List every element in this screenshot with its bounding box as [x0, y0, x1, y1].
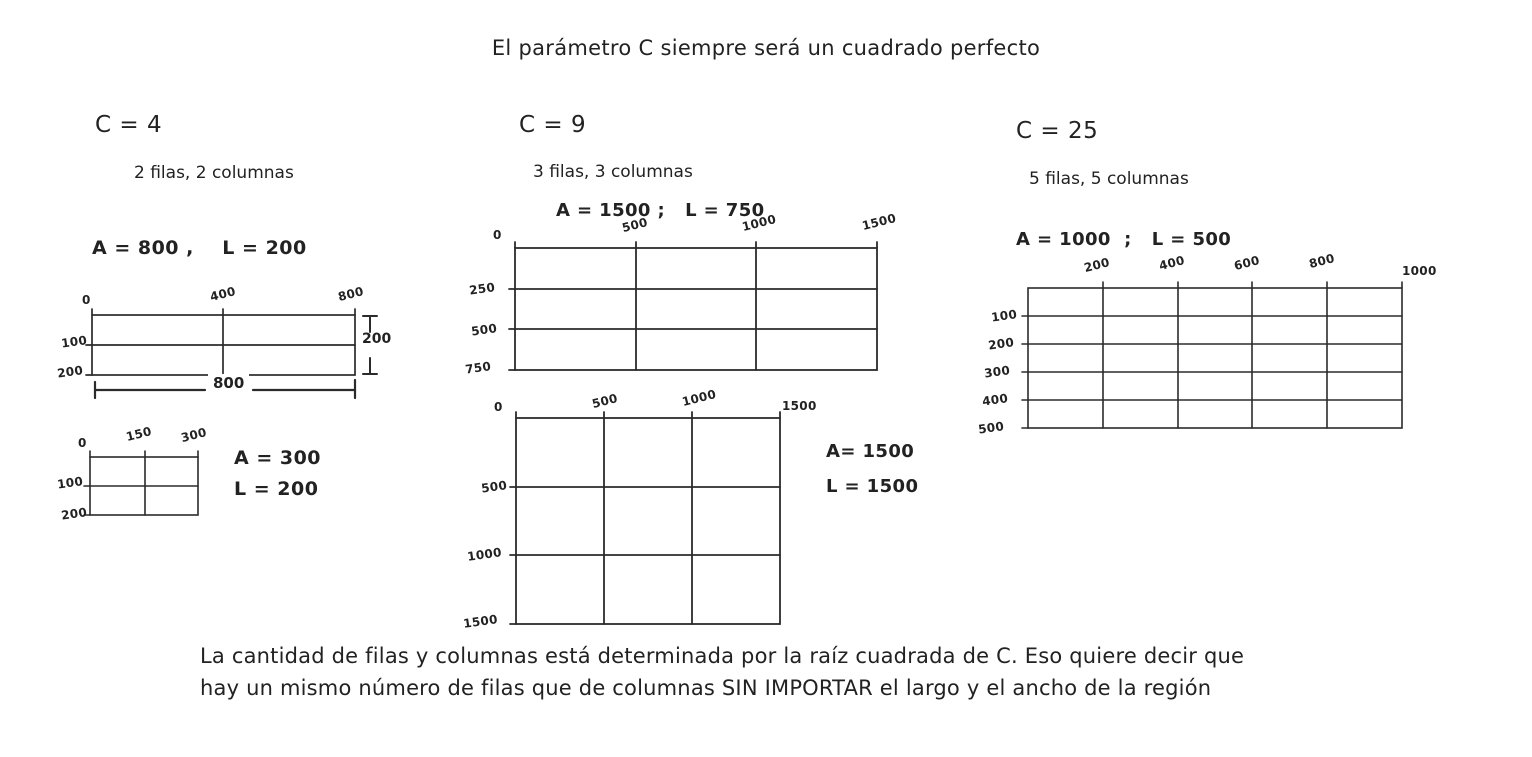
grid-lines — [1028, 288, 1402, 428]
x-tick-label: 0 — [493, 228, 502, 242]
tick-marks — [1022, 282, 1402, 428]
c9-grid-wide-label: A = 1500 ; L = 750 — [556, 200, 765, 221]
page-title: El parámetro C siempre será un cuadrado perfecto — [491, 36, 1041, 60]
y-tick-label: 100 — [60, 333, 88, 351]
y-tick-label: 100 — [56, 474, 84, 492]
y-tick-label: 1000 — [466, 545, 503, 564]
x-tick-label: 500 — [590, 391, 620, 411]
y-tick-label: 400 — [981, 391, 1009, 409]
x-tick-label: 200 — [1082, 255, 1112, 275]
width-dimension-value: 800 — [208, 374, 249, 392]
section-c25-heading: C = 25 — [1016, 118, 1099, 144]
section-c4-subheading: 2 filas, 2 columnas — [134, 163, 294, 183]
x-tick-label: 500 — [620, 215, 650, 235]
section-c25-subheading: 5 filas, 5 columnas — [1029, 169, 1189, 189]
x-tick-label: 800 — [336, 284, 366, 304]
c25-grid-label: A = 1000 ; L = 500 — [1016, 229, 1232, 250]
section-c4-heading: C = 4 — [95, 112, 163, 138]
x-tick-label: 1000 — [740, 212, 778, 234]
x-tick-label: 300 — [179, 425, 209, 445]
c9-grid-square-area-label: A= 1500 — [826, 441, 915, 462]
c25-grid-svg — [1021, 281, 1416, 441]
x-tick-label: 0 — [78, 436, 87, 450]
x-tick-label: 0 — [494, 400, 503, 414]
grid-lines — [92, 315, 355, 375]
tick-marks — [84, 451, 198, 515]
x-tick-label: 0 — [82, 293, 91, 307]
x-tick-label: 1000 — [680, 387, 718, 409]
c4-grid-small-length-label: L = 200 — [234, 478, 319, 500]
x-tick-label: 800 — [1307, 251, 1337, 271]
tick-marks — [510, 412, 780, 624]
y-tick-label: 200 — [60, 505, 88, 523]
grid-lines — [90, 457, 198, 515]
tick-marks — [509, 242, 877, 370]
y-tick-label: 500 — [470, 321, 498, 339]
y-tick-label: 250 — [468, 280, 496, 298]
x-tick-label: 400 — [208, 284, 238, 304]
section-c9-heading: C = 9 — [519, 112, 587, 138]
grid-lines — [516, 418, 780, 624]
c4-grid-small-svg — [83, 450, 218, 525]
y-tick-label: 500 — [977, 419, 1005, 437]
footer-line-1: La cantidad de filas y columnas está determinada por la raíz cuadrada de C. Eso quiere decir que — [200, 644, 1245, 668]
c9-grid-square-length-label: L = 1500 — [826, 476, 919, 497]
section-c9-subheading: 3 filas, 3 columnas — [533, 162, 693, 182]
c9-grid-wide-svg — [508, 241, 888, 381]
x-tick-label: 1500 — [782, 399, 817, 413]
x-tick-label: 1500 — [860, 211, 898, 233]
y-tick-label: 200 — [987, 335, 1015, 353]
c4-grid-small-area-label: A = 300 — [234, 447, 322, 469]
x-tick-label: 600 — [1232, 253, 1262, 273]
footer-line-2: hay un mismo número de filas que de columnas SIN IMPORTAR el largo y el ancho de la región — [200, 676, 1212, 700]
grid-lines — [515, 248, 877, 370]
x-tick-label: 400 — [1157, 253, 1187, 273]
y-tick-label: 300 — [983, 363, 1011, 381]
x-tick-label: 150 — [124, 424, 154, 444]
y-tick-label: 100 — [990, 307, 1018, 325]
tick-marks — [86, 309, 355, 375]
c4-grid-large-label: A = 800 , L = 200 — [92, 237, 307, 259]
x-tick-label: 1000 — [1402, 264, 1437, 278]
y-tick-label: 1500 — [462, 612, 499, 631]
y-tick-label: 500 — [480, 478, 508, 496]
y-tick-label: 200 — [56, 363, 84, 381]
c9-grid-square-svg — [509, 411, 799, 636]
height-dimension-value: 200 — [362, 331, 392, 347]
y-tick-label: 750 — [464, 359, 492, 377]
